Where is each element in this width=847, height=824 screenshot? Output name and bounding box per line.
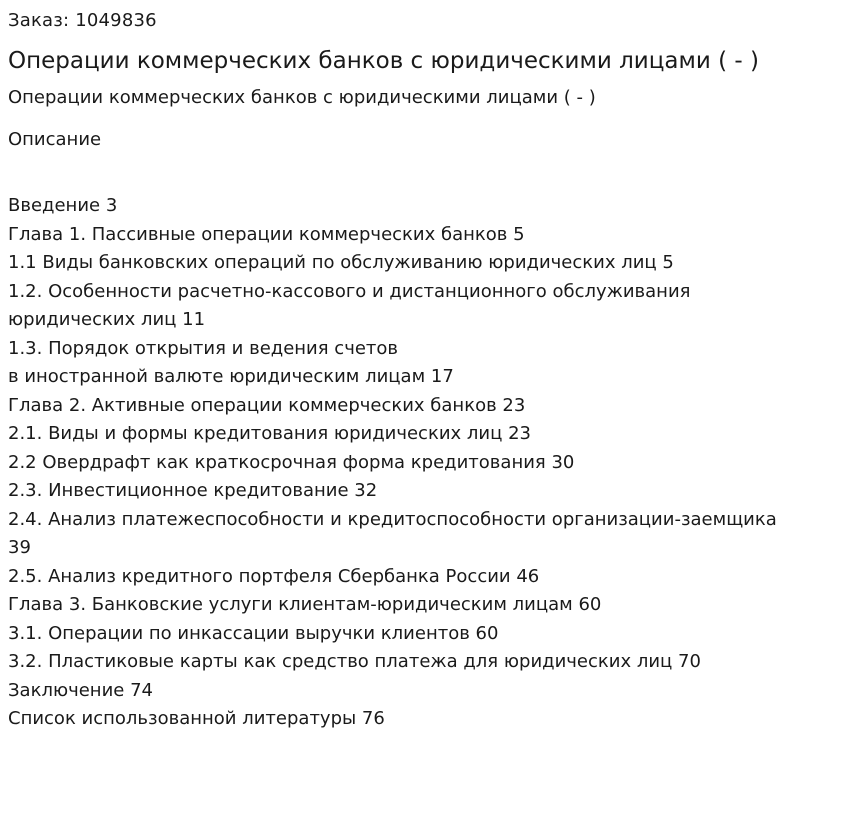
- table-of-contents: [8, 192, 839, 734]
- toc-line: Глава 2. Активные операции коммерческих банков 23: [8, 394, 526, 416]
- toc-line: 3.2. Пластиковые карты как средство платежа для юридических лиц 70: [8, 651, 701, 672]
- toc-line: 1.3. Порядок открытия и ведения счетов: [8, 337, 399, 359]
- toc-line: Введение 3: [8, 195, 118, 216]
- toc-line: Глава 1. Пассивные операции коммерческих банков 5: [8, 223, 525, 245]
- toc-line: 2.4. Анализ платежеспособности и кредитоспособности организации-заемщика: [8, 508, 777, 530]
- toc-line: 1.1 Виды банковских операций по обслуживанию юридических лиц 5: [8, 252, 674, 273]
- toc-line: 2.2 Овердрафт как краткосрочная форма кредитования 30: [8, 451, 575, 473]
- toc-line: 39: [8, 537, 31, 558]
- toc-line: 2.5. Анализ кредитного портфеля Сбербанка России 46: [8, 565, 540, 587]
- description-heading: Описание: [8, 129, 102, 150]
- toc-line: Список использованной литературы 76: [8, 708, 385, 729]
- toc-line: 3.1. Операции по инкассации выручки клиентов 60: [8, 622, 499, 644]
- toc-line: 1.2. Особенности расчетно-кассового и дистанционного обслуживания: [8, 280, 691, 302]
- toc-line: юридических лиц 11: [8, 309, 206, 330]
- toc-line: Заключение 74: [8, 679, 153, 701]
- toc-line: Глава 3. Банковские услуги клиентам-юридическим лицам 60: [8, 594, 602, 615]
- toc-line: 2.1. Виды и формы кредитования юридических лиц 23: [8, 423, 531, 444]
- page-subtitle: Операции коммерческих банков с юридическими лицами ( - ): [8, 87, 596, 108]
- page-title: Операции коммерческих банков с юридическими лицами ( - ): [8, 48, 759, 74]
- order-number: Заказ: 1049836: [8, 10, 157, 31]
- toc-line: 2.3. Инвестиционное кредитование 32: [8, 480, 378, 501]
- toc-line: в иностранной валюте юридическим лицам 17: [8, 366, 454, 387]
